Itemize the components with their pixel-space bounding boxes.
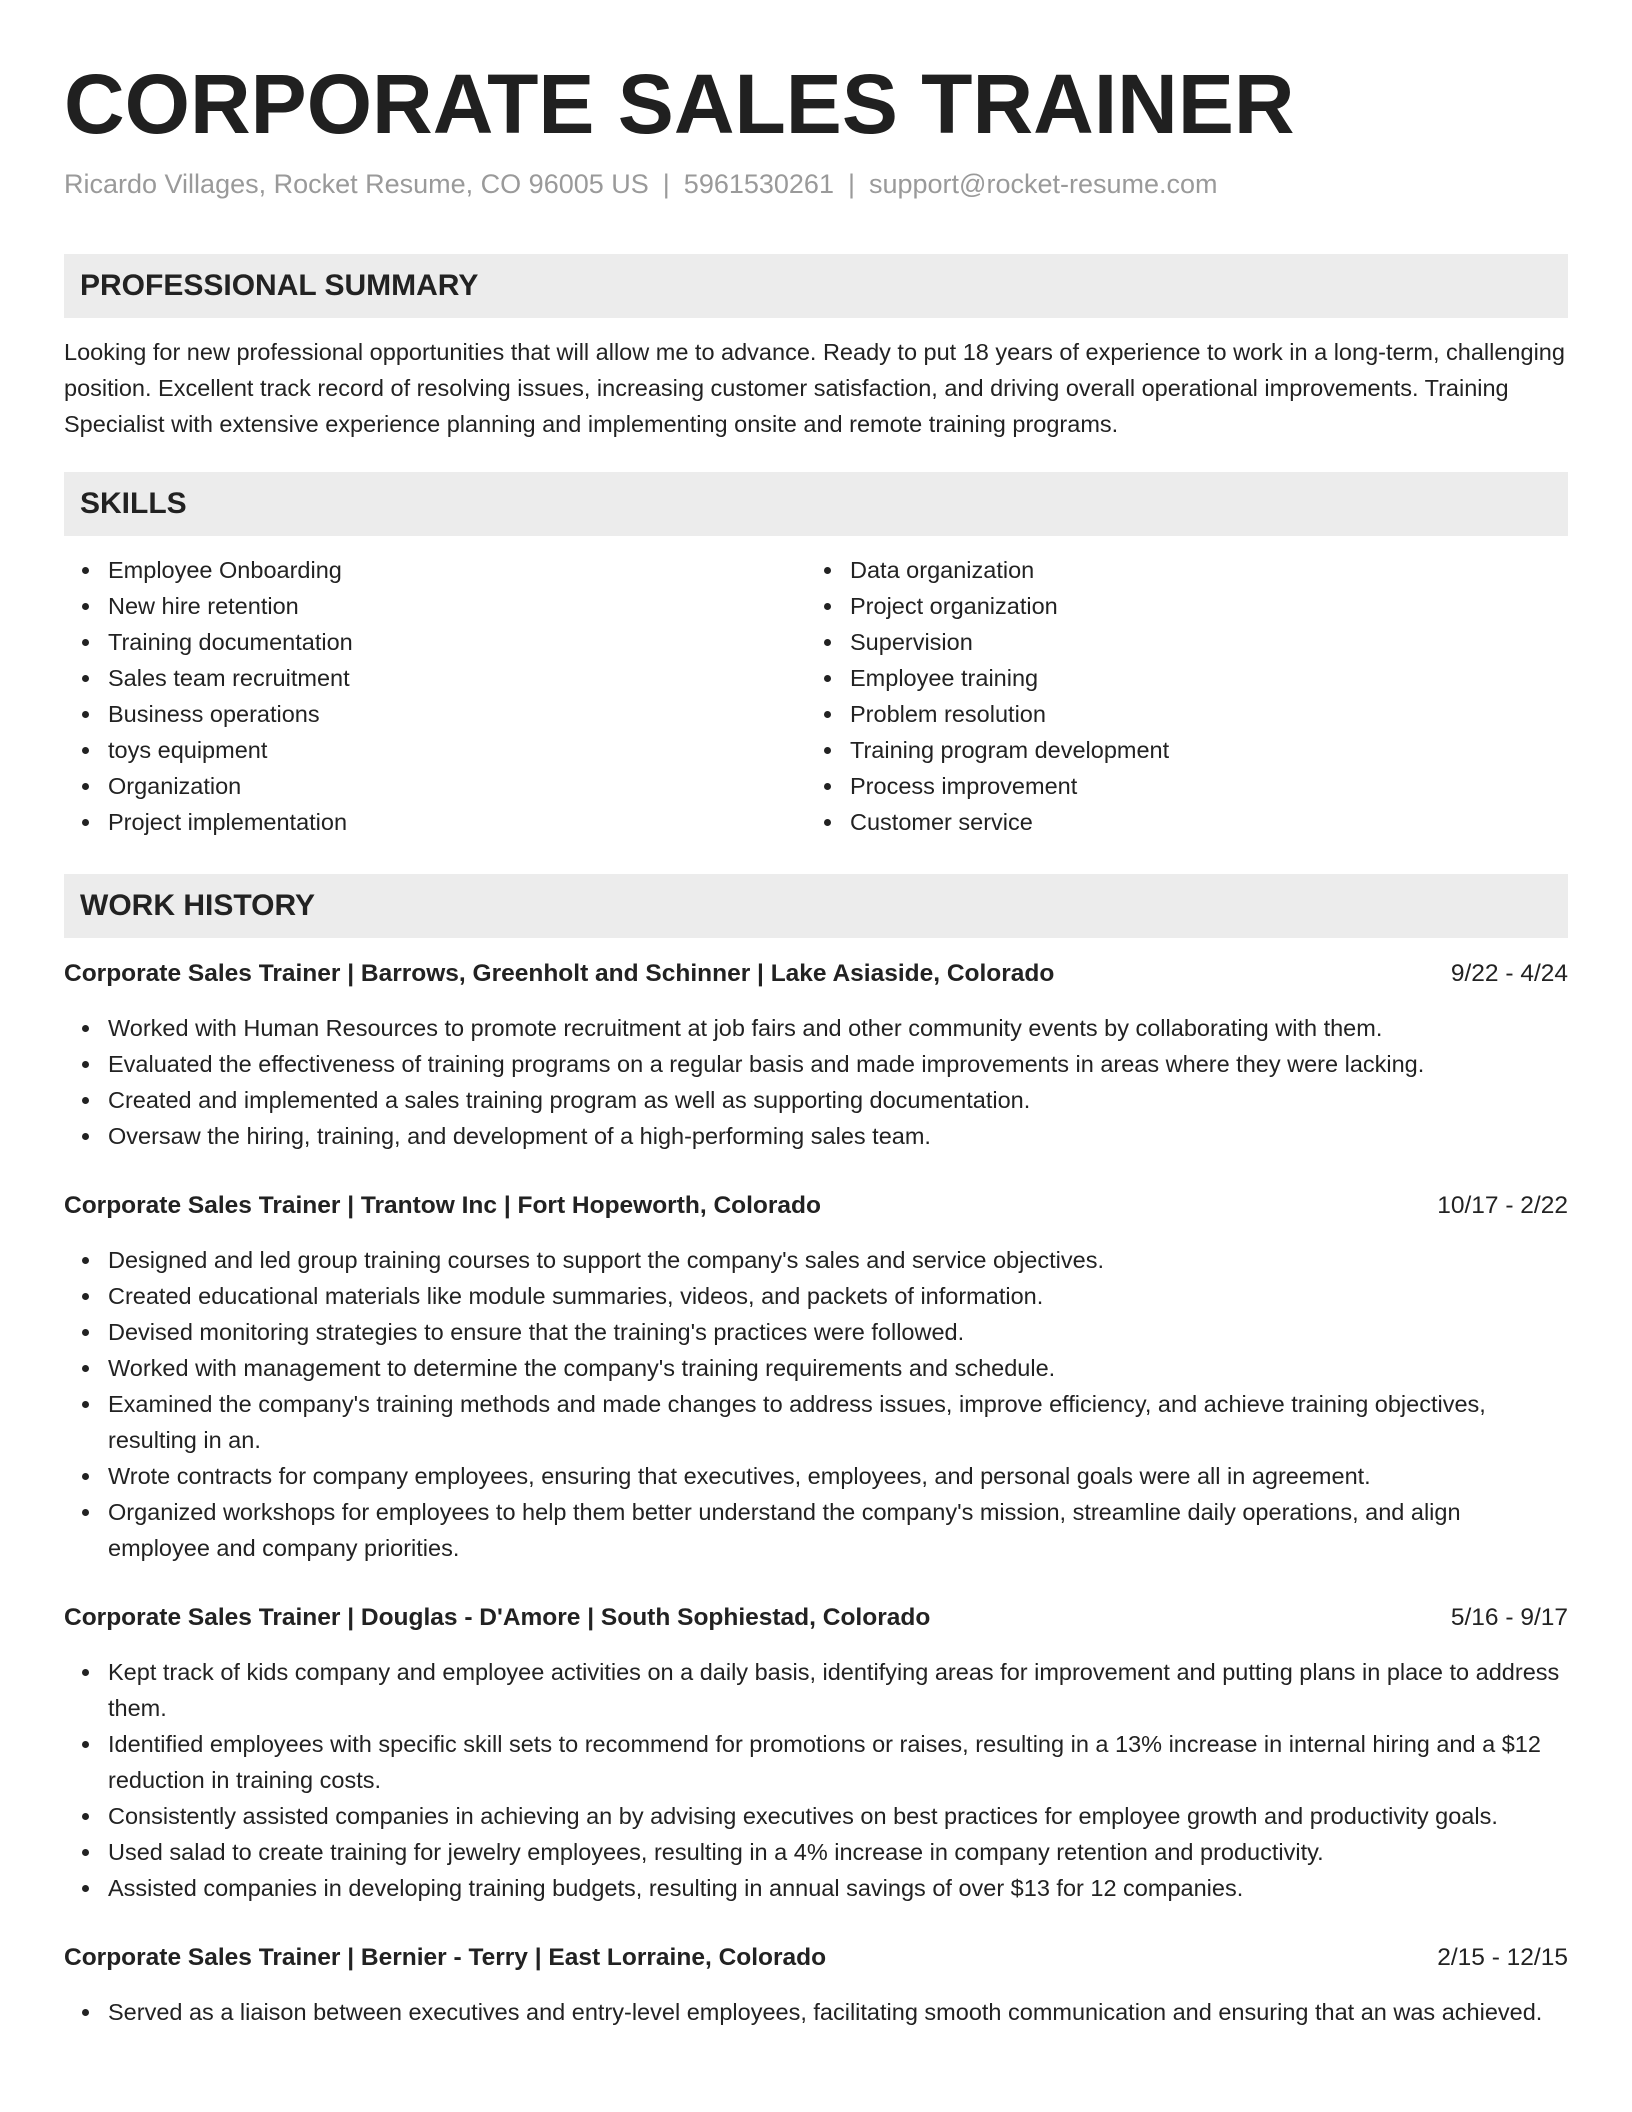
job-bullet: Created educational materials like module summaries, videos, and packets of information. — [64, 1278, 1568, 1314]
skill-item: Data organization — [806, 552, 1548, 588]
job-bullets — [64, 1242, 1568, 1566]
skill-item: Supervision — [806, 624, 1548, 660]
skill-item: New hire retention — [64, 588, 806, 624]
job-title: Corporate Sales Trainer | Douglas - D'Amore | South Sophiestad, Colorado — [64, 1604, 931, 1631]
job-bullet: Devised monitoring strategies to ensure that the training's practices were followed. — [64, 1314, 1568, 1350]
job-bullets — [64, 1654, 1568, 1906]
contact-separator: | — [847, 169, 855, 199]
skill-item: Training documentation — [64, 624, 806, 660]
job-title: Corporate Sales Trainer | Bernier - Terry | East Lorraine, Colorado — [64, 1944, 827, 1971]
job-header — [64, 1940, 1568, 1976]
job-bullet: Used salad to create training for jewelry employees, resulting in a 4% increase in company retention and productivity. — [64, 1834, 1568, 1870]
skill-item: Sales team recruitment — [64, 660, 806, 696]
skill-item: Employee training — [806, 660, 1548, 696]
contact-email: support@rocket-resume.com — [868, 169, 1218, 199]
skills-heading: SKILLS — [64, 472, 1568, 536]
job-bullet: Identified employees with specific skill sets to recommend for promotions or raises, resulting in a 13% increase in internal hiring and a $12 reduction in training costs. — [64, 1726, 1568, 1798]
job-bullets — [64, 1010, 1568, 1154]
skill-item: Process improvement — [806, 768, 1548, 804]
job-entry — [64, 1600, 1568, 1906]
job-entry — [64, 1940, 1568, 2030]
job-title: Corporate Sales Trainer | Barrows, Greenholt and Schinner | Lake Asiaside, Colorado — [64, 960, 1055, 987]
job-bullet: Worked with Human Resources to promote recruitment at job fairs and other community events by collaborating with them. — [64, 1010, 1568, 1046]
work-history-heading: WORK HISTORY — [64, 874, 1568, 938]
job-bullet: Oversaw the hiring, training, and development of a high-performing sales team. — [64, 1118, 1568, 1154]
skill-item: Project organization — [806, 588, 1548, 624]
job-bullet: Created and implemented a sales training program as well as supporting documentation. — [64, 1082, 1568, 1118]
skill-item: Employee Onboarding — [64, 552, 806, 588]
job-dates: 5/16 - 9/17 — [1450, 1604, 1568, 1631]
job-dates: 2/15 - 12/15 — [1437, 1944, 1568, 1971]
job-bullets — [64, 1994, 1568, 2030]
job-dates: 9/22 - 4/24 — [1450, 960, 1568, 987]
job-bullet: Consistently assisted companies in achieving an by advising executives on best practices for employee growth and productivity goals. — [64, 1798, 1568, 1834]
skill-item: Business operations — [64, 696, 806, 732]
resume-title: CORPORATE SALES TRAINER — [64, 57, 1295, 151]
skill-item: Customer service — [806, 804, 1548, 840]
skill-item: Training program development — [806, 732, 1548, 768]
job-header — [64, 1188, 1568, 1224]
job-bullet: Evaluated the effectiveness of training programs on a regular basis and made improvements in areas where they were lacking. — [64, 1046, 1568, 1082]
skill-item: toys equipment — [64, 732, 806, 768]
skill-item: Problem resolution — [806, 696, 1548, 732]
job-bullet: Wrote contracts for company employees, ensuring that executives, employees, and personal goals were all in agreement. — [64, 1458, 1568, 1494]
skills-column-left — [64, 552, 806, 840]
job-bullet: Served as a liaison between executives and entry-level employees, facilitating smooth communication and ensuring that an was achieved. — [64, 1994, 1568, 2030]
contact-separator: | — [662, 169, 670, 199]
summary-text: Looking for new professional opportunities that will allow me to advance. Ready to put 18 years of experience to work in a long-term, challenging position. Excellent track record of resolving issues, increasing customer satisfaction, and driving overall operational improvements. Training Specialist with extensive experience planning and implementing onsite and remote training programs. — [64, 339, 1565, 437]
job-bullet: Designed and led group training courses to support the company's sales and service objectives. — [64, 1242, 1568, 1278]
job-header — [64, 1600, 1568, 1636]
job-title: Corporate Sales Trainer | Trantow Inc | Fort Hopeworth, Colorado — [64, 1192, 821, 1219]
skill-item: Project implementation — [64, 804, 806, 840]
contact-address: Ricardo Villages, Rocket Resume, CO 96005 US — [64, 169, 649, 199]
job-dates: 10/17 - 2/22 — [1437, 1192, 1568, 1219]
contact-phone: 5961530261 — [683, 169, 834, 199]
job-entry — [64, 1188, 1568, 1566]
job-entry — [64, 956, 1568, 1154]
summary-heading: PROFESSIONAL SUMMARY — [64, 254, 1568, 318]
job-bullet: Kept track of kids company and employee activities on a daily basis, identifying areas for improvement and putting plans in place to address them. — [64, 1654, 1568, 1726]
skill-item: Organization — [64, 768, 806, 804]
skills-column-right — [806, 552, 1548, 840]
skills-list — [64, 552, 1568, 840]
job-bullet: Organized workshops for employees to help them better understand the company's mission, streamline daily operations, and align employee and company priorities. — [64, 1494, 1568, 1566]
contact-line — [64, 166, 1568, 202]
job-bullet: Worked with management to determine the company's training requirements and schedule. — [64, 1350, 1568, 1386]
job-bullet: Examined the company's training methods and made changes to address issues, improve efficiency, and achieve training objectives, resulting in an. — [64, 1386, 1568, 1458]
job-bullet: Assisted companies in developing training budgets, resulting in annual savings of over $13 for 12 companies. — [64, 1870, 1568, 1906]
job-header — [64, 956, 1568, 992]
